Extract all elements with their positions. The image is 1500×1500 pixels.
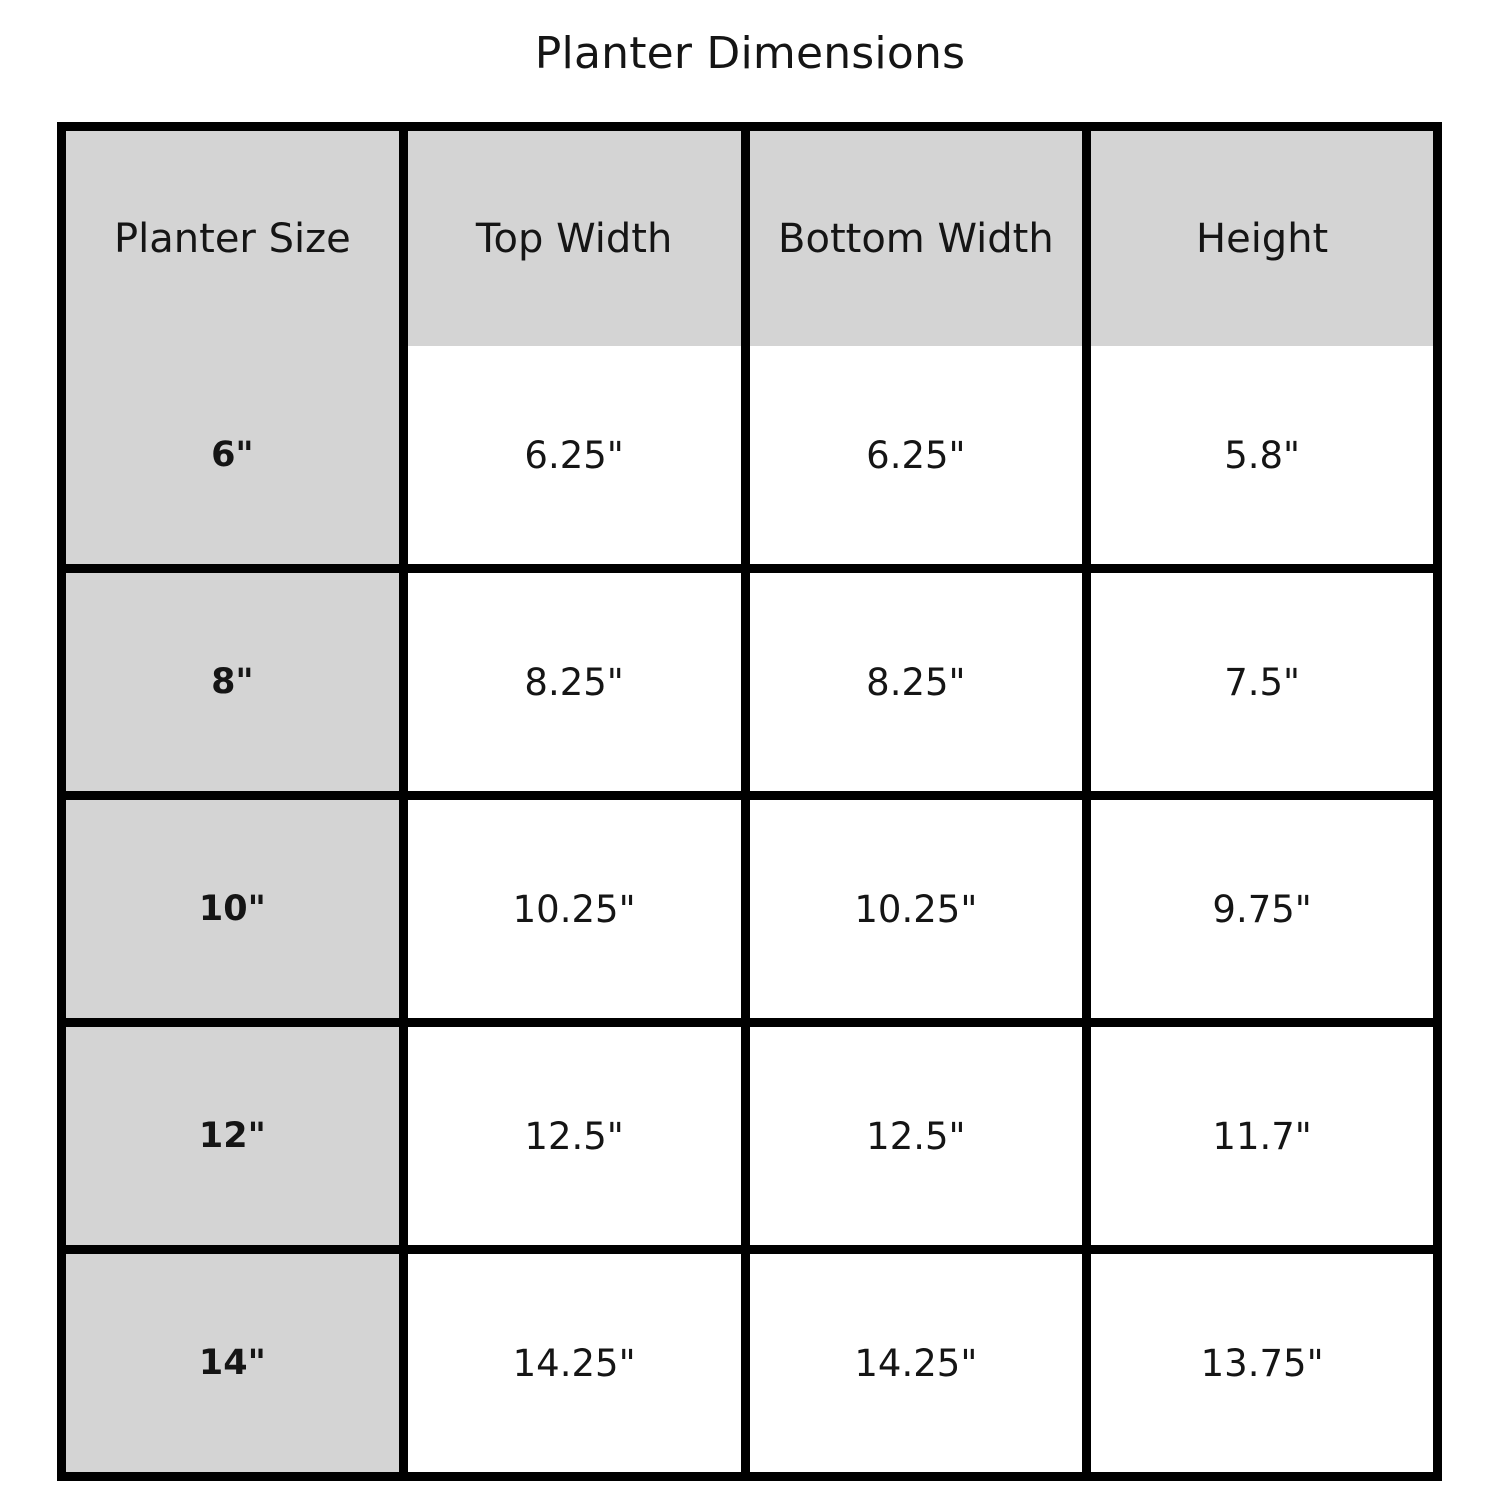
cell-top-width: 14.25" — [408, 1254, 750, 1472]
cell-top-width: 10.25" — [408, 800, 750, 1027]
table-body — [66, 346, 1433, 1472]
cell-height: 5.8" — [1091, 346, 1433, 573]
column-header-planter-size: Planter Size — [66, 131, 408, 346]
column-header-top-width: Top Width — [408, 131, 750, 346]
row-header-size: 10" — [66, 800, 408, 1027]
column-header-bottom-width: Bottom Width — [750, 131, 1092, 346]
cell-bottom-width: 6.25" — [750, 346, 1092, 573]
row-header-size: 14" — [66, 1254, 408, 1472]
cell-height: 7.5" — [1091, 573, 1433, 800]
table-row — [66, 1254, 1433, 1472]
header-row — [66, 131, 1433, 346]
table-row — [66, 1027, 1433, 1254]
table-row — [66, 800, 1433, 1027]
cell-bottom-width: 14.25" — [750, 1254, 1092, 1472]
cell-bottom-width: 8.25" — [750, 573, 1092, 800]
cell-top-width: 6.25" — [408, 346, 750, 573]
cell-bottom-width: 12.5" — [750, 1027, 1092, 1254]
cell-top-width: 12.5" — [408, 1027, 750, 1254]
page-title: Planter Dimensions — [534, 28, 966, 79]
table-header — [66, 131, 1433, 346]
row-header-size: 8" — [66, 573, 408, 800]
table-row — [66, 346, 1433, 573]
cell-top-width: 8.25" — [408, 573, 750, 800]
cell-bottom-width: 10.25" — [750, 800, 1092, 1027]
cell-height: 9.75" — [1091, 800, 1433, 1027]
row-header-size: 12" — [66, 1027, 408, 1254]
cell-height: 11.7" — [1091, 1027, 1433, 1254]
cell-height: 13.75" — [1091, 1254, 1433, 1472]
table-container — [57, 122, 1442, 1481]
column-header-height: Height — [1091, 131, 1433, 346]
row-header-size: 6" — [66, 346, 408, 573]
planter-dimensions-table — [57, 122, 1442, 1481]
table-row — [66, 573, 1433, 800]
